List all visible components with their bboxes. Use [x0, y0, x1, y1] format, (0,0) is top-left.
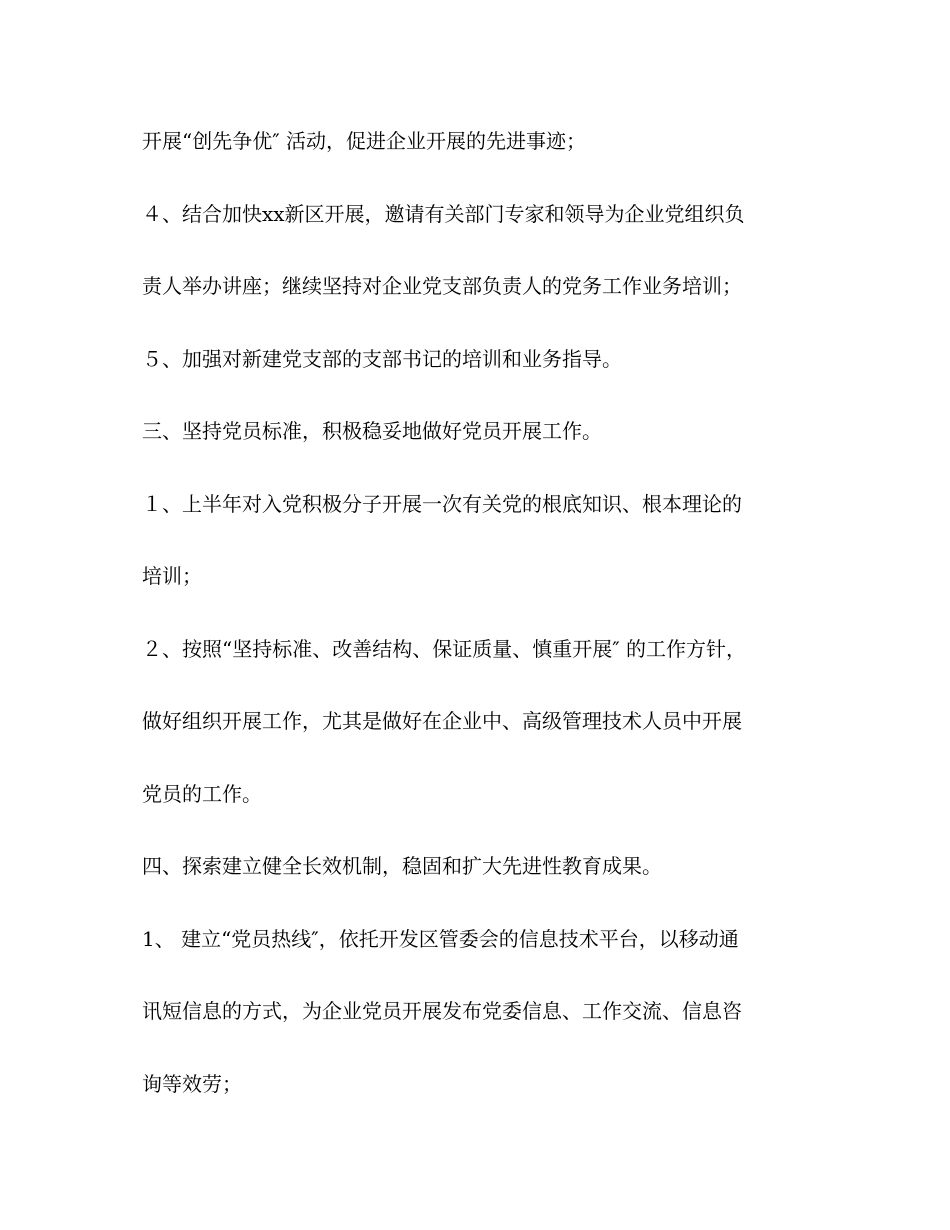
text-line: １、上半年对入党积极分子开展一次有关党的根底知识、根本理论的 [142, 491, 742, 516]
text-line: 开展“创先争优″ 活动，促进企业开展的先进事迹； [142, 129, 587, 153]
text-line: ５、加强对新建党支部的支部书记的培训和业务指导。 [142, 346, 622, 371]
text-line: 培训； [142, 564, 202, 588]
text-line: ２、按照“坚持标准、改善结构、保证质量、慎重开展″ 的工作方针， [142, 636, 747, 661]
text-line: 四、探索建立健全长效机制，稳固和扩大先进性教育成果。 [142, 854, 662, 878]
text-line: 1、 建立“党员热线″，依托开发区管委会的信息技术平台，以移动通 [142, 926, 739, 951]
document-body [142, 128, 822, 1143]
text-line: 三、坚持党员标准，积极稳妥地做好党员开展工作。 [142, 419, 602, 443]
text-line: 做好组织开展工作，尤其是做好在企业中、高级管理技术人员中开展 [142, 709, 742, 733]
text-line: ４、结合加快xx新区开展，邀请有关部门专家和领导为企业党组织负 [142, 201, 745, 226]
text-line: 党员的工作。 [142, 781, 262, 806]
text-line: 询等效劳； [142, 1071, 242, 1096]
text-line: 讯短信息的方式，为企业党员开展发布党委信息、工作交流、信息咨 [142, 999, 742, 1023]
text-line: 责人举办讲座；继续坚持对企业党支部负责人的党务工作业务培训； [142, 274, 742, 298]
